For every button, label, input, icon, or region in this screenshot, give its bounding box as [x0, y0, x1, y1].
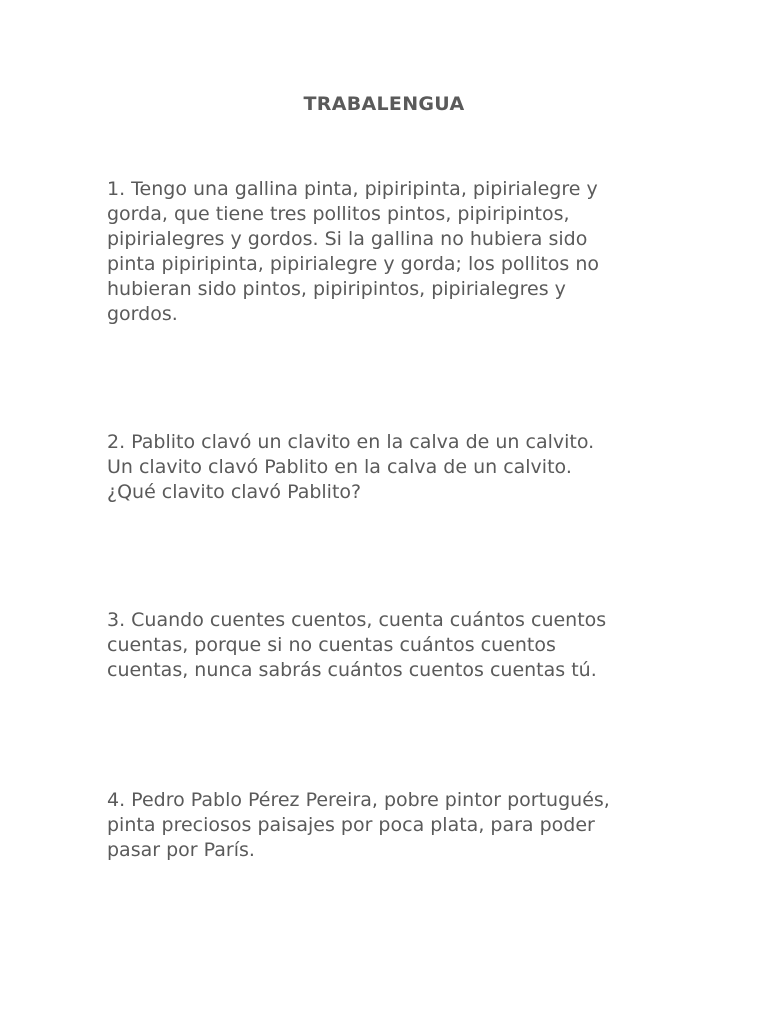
text-line: pinta pipiripinta, pipirialegre y gorda; los pollitos no	[107, 253, 600, 275]
text-line: Un clavito clavó Pablito en la calva de un calvito.	[107, 456, 572, 478]
tongue-twister-3	[107, 608, 707, 683]
text-line: pasar por París.	[107, 839, 255, 861]
tongue-twister-2	[107, 430, 707, 505]
text-line: hubieran sido pintos, pipiripintos, pipirialegres y	[107, 278, 566, 300]
text-line: cuentas, porque si no cuentas cuántos cuentos	[107, 634, 556, 656]
text-line: gorda, que tiene tres pollitos pintos, pipiripintos,	[107, 203, 570, 225]
text-line: gordos.	[107, 303, 178, 325]
text-line: pinta preciosos paisajes por poca plata, para poder	[107, 814, 595, 836]
text-line: cuentas, nunca sabrás cuántos cuentos cuentas tú.	[107, 659, 597, 681]
text-line: 3. Cuando cuentes cuentos, cuenta cuántos cuentos	[107, 609, 607, 631]
text-line: 1. Tengo una gallina pinta, pipiripinta, pipirialegre y	[107, 178, 598, 200]
tongue-twister-1	[107, 177, 707, 327]
document-title: TRABALENGUA	[303, 93, 465, 115]
text-line: 4. Pedro Pablo Pérez Pereira, pobre pintor portugués,	[107, 789, 610, 811]
text-line: ¿Qué clavito clavó Pablito?	[107, 481, 362, 503]
text-line: 2. Pablito clavó un clavito en la calva de un calvito.	[107, 431, 595, 453]
text-line: pipirialegres y gordos. Si la gallina no hubiera sido	[107, 228, 588, 250]
tongue-twister-4	[107, 788, 707, 863]
